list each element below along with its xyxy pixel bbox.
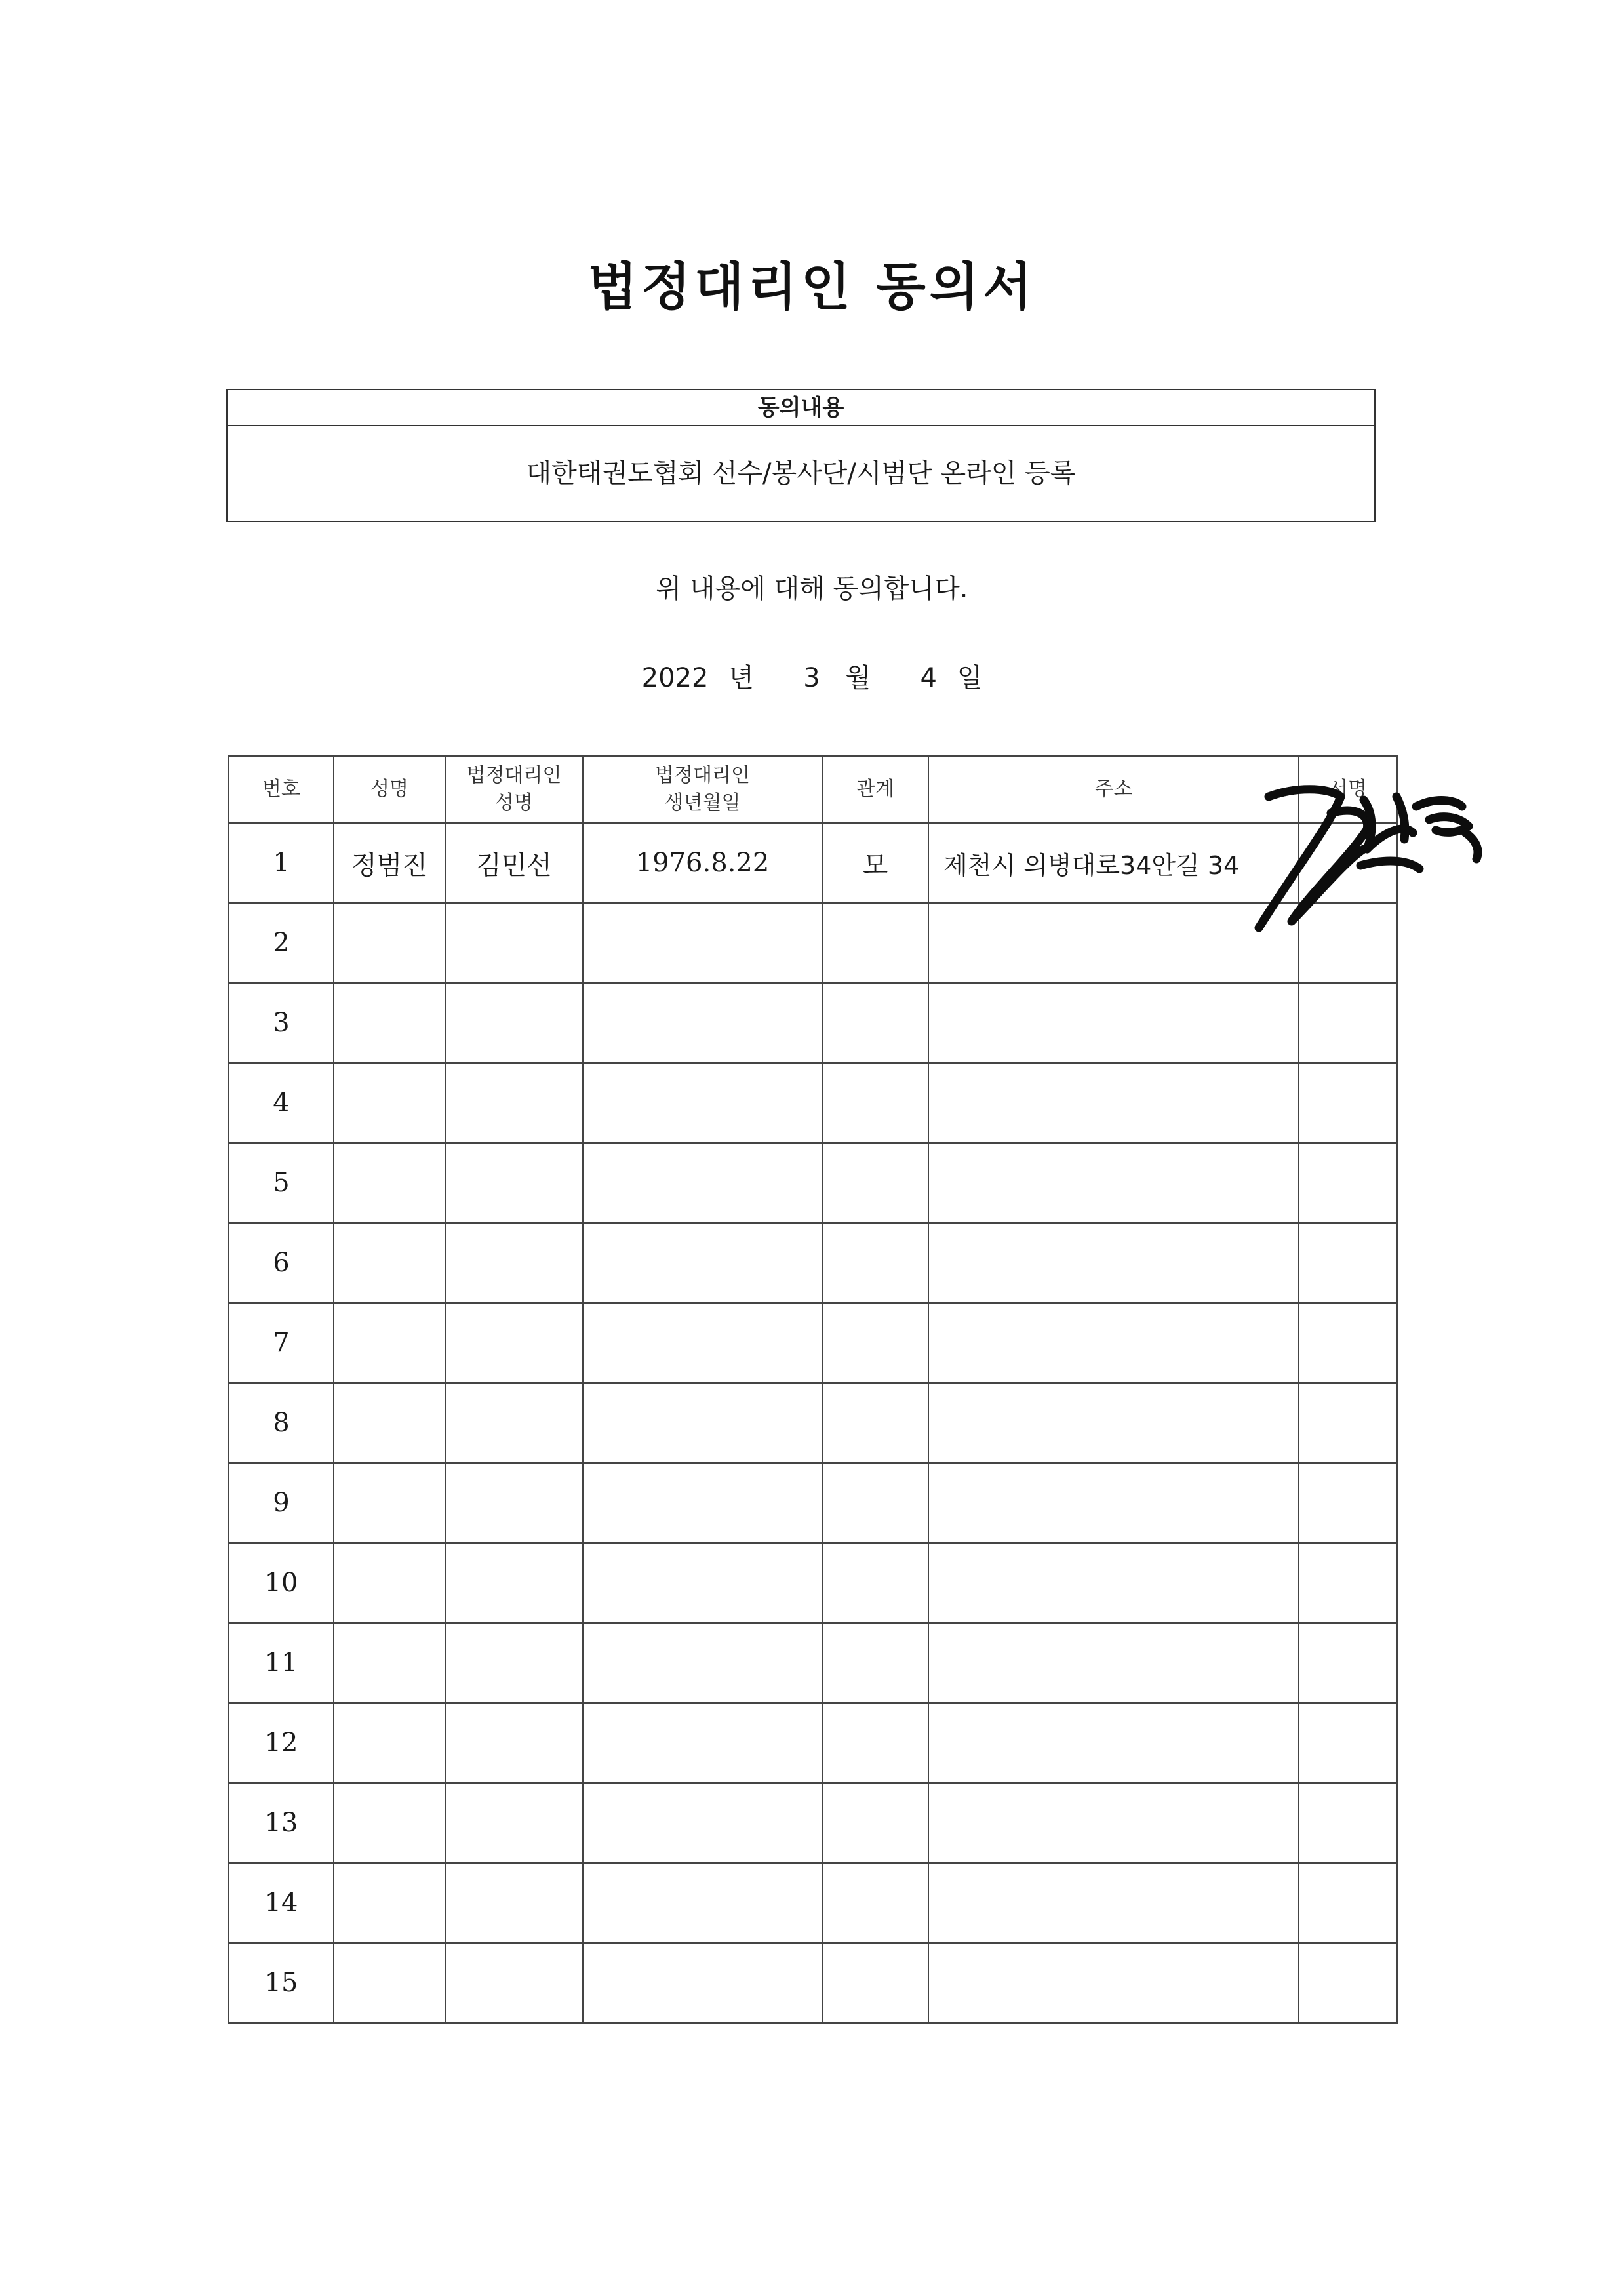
table-row [229, 1223, 1397, 1303]
row-relation [822, 1703, 928, 1783]
header-guardian-birth-line2: 생년월일 [664, 791, 741, 814]
row-guardian-name [445, 903, 583, 983]
row-guardian-birth [583, 1543, 822, 1623]
row-guardian-name [445, 1303, 583, 1383]
table-row [229, 1063, 1397, 1143]
row-guardian-birth [583, 1863, 822, 1943]
row-guardian-name [445, 1063, 583, 1143]
row-relation [822, 1783, 928, 1863]
row-signature [1299, 1783, 1397, 1863]
row-number: 9 [229, 1463, 334, 1543]
row-signature [1299, 1623, 1397, 1703]
row-guardian-birth [583, 1783, 822, 1863]
table-row [229, 903, 1397, 983]
row-address [928, 1863, 1299, 1943]
consent-text: 대한태권도협회 선수/봉사단/시범단 온라인 등록 [526, 458, 1076, 489]
row-guardian-name [445, 1623, 583, 1703]
row-number: 5 [229, 1143, 334, 1223]
row-address [928, 1303, 1299, 1383]
row-number: 1 [229, 823, 334, 903]
table-row [229, 1623, 1397, 1703]
row-guardian-birth [583, 903, 822, 983]
row-relation [822, 1943, 928, 2023]
row-relation [822, 903, 928, 983]
table-row [229, 1143, 1397, 1223]
handwritten-signature-icon [1233, 761, 1495, 951]
row-address [928, 1703, 1299, 1783]
row-signature [1299, 1383, 1397, 1463]
table-row [229, 1783, 1397, 1863]
row-address: 제천시 의병대로34안길 34 [928, 823, 1299, 903]
header-guardian-birth [583, 756, 822, 823]
date-line [0, 657, 1624, 694]
header-no: 번호 [229, 756, 334, 823]
document-title: 법정대리인 동의서 [587, 258, 1037, 317]
row-guardian-birth [583, 983, 822, 1063]
row-name [334, 1623, 445, 1703]
row-signature [1299, 1703, 1397, 1783]
row-guardian-birth [583, 1063, 822, 1143]
row-name [334, 1703, 445, 1783]
table-row [229, 1303, 1397, 1383]
row-name [334, 1063, 445, 1143]
row-number: 3 [229, 983, 334, 1063]
row-number: 2 [229, 903, 334, 983]
row-name [334, 1463, 445, 1543]
row-number: 4 [229, 1063, 334, 1143]
row-name [334, 1783, 445, 1863]
row-guardian-name: 김민선 [445, 823, 583, 903]
row-name [334, 1543, 445, 1623]
row-signature [1299, 1223, 1397, 1303]
consent-header: 동의내용 [228, 390, 1374, 426]
row-name [334, 1943, 445, 2023]
row-name [334, 1863, 445, 1943]
row-relation [822, 1463, 928, 1543]
row-name [334, 983, 445, 1063]
row-address [928, 1063, 1299, 1143]
row-number: 12 [229, 1703, 334, 1783]
row-guardian-name [445, 1143, 583, 1223]
row-signature [1299, 983, 1397, 1063]
header-name: 성명 [334, 756, 445, 823]
table-row [229, 1863, 1397, 1943]
row-guardian-name [445, 1943, 583, 2023]
row-relation [822, 1623, 928, 1703]
row-number: 11 [229, 1623, 334, 1703]
header-guardian-name-line2: 성명 [495, 791, 533, 814]
header-guardian-birth-line1: 법정대리인 [655, 764, 750, 787]
date-day: 4 [920, 663, 937, 693]
row-number: 8 [229, 1383, 334, 1463]
row-address [928, 1943, 1299, 2023]
table-row [229, 1463, 1397, 1543]
row-relation: 모 [822, 823, 928, 903]
row-number: 13 [229, 1783, 334, 1863]
row-name [334, 1303, 445, 1383]
row-relation [822, 1543, 928, 1623]
table-row [229, 1703, 1397, 1783]
row-signature [1299, 1303, 1397, 1383]
row-relation [822, 1143, 928, 1223]
row-relation [822, 1063, 928, 1143]
guardian-table [228, 755, 1398, 2024]
table-header-row [229, 756, 1397, 823]
row-address [928, 983, 1299, 1063]
row-address [928, 1783, 1299, 1863]
date-month-unit: 월 [845, 663, 871, 693]
row-signature [1299, 1143, 1397, 1223]
date-year-unit: 년 [728, 663, 754, 693]
row-guardian-birth [583, 1303, 822, 1383]
row-signature [1299, 1543, 1397, 1623]
header-guardian-name [445, 756, 583, 823]
row-signature [1299, 1063, 1397, 1143]
row-guardian-name [445, 1543, 583, 1623]
consent-box [226, 389, 1376, 522]
row-relation [822, 983, 928, 1063]
row-name [334, 903, 445, 983]
row-guardian-birth [583, 1623, 822, 1703]
row-address [928, 1383, 1299, 1463]
row-relation [822, 1383, 928, 1463]
table-row [229, 823, 1397, 903]
row-guardian-name [445, 1463, 583, 1543]
row-signature [1299, 1863, 1397, 1943]
header-guardian-name-line1: 법정대리인 [466, 764, 562, 787]
row-address [928, 1223, 1299, 1303]
row-relation [822, 1223, 928, 1303]
row-guardian-birth [583, 1703, 822, 1783]
row-number: 15 [229, 1943, 334, 2023]
row-signature [1299, 1463, 1397, 1543]
row-number: 6 [229, 1223, 334, 1303]
table-row [229, 1383, 1397, 1463]
table-row [229, 1543, 1397, 1623]
row-guardian-birth [583, 1383, 822, 1463]
table-row [229, 1943, 1397, 2023]
row-address [928, 1463, 1299, 1543]
row-address [928, 1143, 1299, 1223]
row-guardian-birth [583, 1943, 822, 2023]
row-guardian-birth: 1976.8.22 [583, 823, 822, 903]
row-relation [822, 1303, 928, 1383]
header-address: 주소 [928, 756, 1299, 823]
row-guardian-birth [583, 1143, 822, 1223]
header-relation: 관계 [822, 756, 928, 823]
row-guardian-name [445, 1783, 583, 1863]
date-year: 2022 [641, 663, 709, 693]
row-guardian-name [445, 1863, 583, 1943]
row-guardian-name [445, 983, 583, 1063]
date-month: 3 [803, 663, 820, 693]
row-address [928, 1543, 1299, 1623]
row-number: 10 [229, 1543, 334, 1623]
row-name [334, 1143, 445, 1223]
row-signature [1299, 1943, 1397, 2023]
row-name [334, 1223, 445, 1303]
row-guardian-birth [583, 1223, 822, 1303]
row-number: 7 [229, 1303, 334, 1383]
table-row [229, 983, 1397, 1063]
row-guardian-name [445, 1383, 583, 1463]
row-address [928, 1623, 1299, 1703]
row-guardian-name [445, 1703, 583, 1783]
row-number: 14 [229, 1863, 334, 1943]
row-guardian-birth [583, 1463, 822, 1543]
date-day-unit: 일 [957, 663, 983, 693]
row-name: 정범진 [334, 823, 445, 903]
row-name [334, 1383, 445, 1463]
agree-statement: 위 내용에 대해 동의합니다. [656, 574, 968, 604]
row-guardian-name [445, 1223, 583, 1303]
row-relation [822, 1863, 928, 1943]
header-signature: 서명 [1299, 756, 1397, 823]
